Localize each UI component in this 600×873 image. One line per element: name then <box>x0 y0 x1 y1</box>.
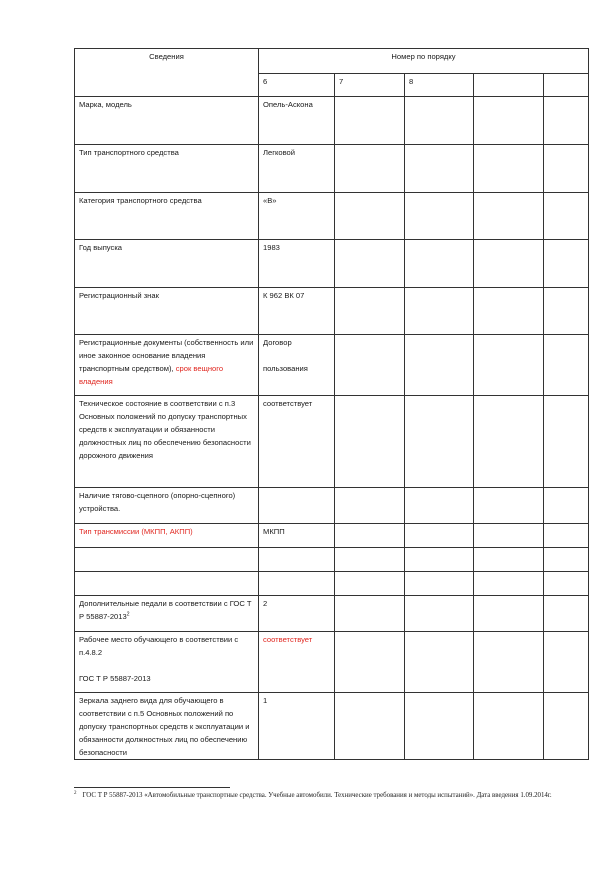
footnote-divider <box>74 787 230 788</box>
table-row <box>75 396 589 488</box>
row-label-text: Рабочее место обучающего в соответствии с п.4.8.2 <box>79 635 239 657</box>
row-value: 2 <box>259 596 335 632</box>
row-value: Легковой <box>259 145 335 193</box>
row-label-text: ГОС Т Р 55887-2013 <box>79 674 151 683</box>
row-label: Категория транспортного средства <box>75 193 259 240</box>
table-row <box>75 548 589 572</box>
number-cell: 7 <box>335 74 405 97</box>
table-row <box>75 288 589 335</box>
row-value <box>259 335 335 396</box>
row-label <box>75 572 259 596</box>
table-row <box>75 632 589 693</box>
row-label: Тип трансмиссии (МКПП, АКПП) <box>75 524 259 548</box>
footnote-text: ГОС Т Р 55887-2013 «Автомобильные транспортные средства. Учебные автомобили. Технические требования и методы испытаний». Дата введения 1.09.2014г. <box>82 792 552 799</box>
footnote-reference: 2 <box>126 611 130 618</box>
row-label <box>75 548 259 572</box>
row-value: Опель-Аскона <box>259 97 335 145</box>
number-cell: 6 <box>259 74 335 97</box>
row-label <box>75 335 259 396</box>
row-label: Регистрационный знак <box>75 288 259 335</box>
number-cell <box>474 74 544 97</box>
number-cell: 8 <box>405 74 474 97</box>
table-row <box>75 596 589 632</box>
row-value: МКПП <box>259 524 335 548</box>
table-row <box>75 524 589 548</box>
row-value: соответствует <box>259 632 335 693</box>
row-label: Зеркала заднего вида для обучающего в соответствии с п.5 Основных положений по допуску транспортных средств к эксплуатации и обязанности должностных лиц по обеспечению безопасности <box>75 693 259 760</box>
row-value: 1983 <box>259 240 335 288</box>
row-label-text: Дополнительные педали в соответствии с ГОС Т Р 55887-2013 <box>79 599 252 621</box>
row-value-line: пользования <box>263 364 308 373</box>
order-number-header: Номер по порядку <box>259 49 589 74</box>
table-row <box>75 145 589 193</box>
row-label: Тип транспортного средства <box>75 145 259 193</box>
footnote <box>74 791 586 801</box>
vehicle-info-table <box>74 48 589 760</box>
row-label-text: Регистрационные документы (собственность или иное законное основание владения транспортным средством), <box>79 338 254 373</box>
row-value: К 962 ВК 07 <box>259 288 335 335</box>
info-column-header: Сведения <box>75 49 259 97</box>
row-value-line: Договор <box>263 338 292 347</box>
row-label <box>75 632 259 693</box>
table-row <box>75 335 589 396</box>
footnote-marker: 2 <box>74 790 77 796</box>
row-label: Техническое состояние в соответствии с п.3 Основных положений по допуску транспортных средств к эксплуатации и обязанности должностных лиц по обеспечению безопасности дорожного движения <box>75 396 259 488</box>
row-value <box>259 572 335 596</box>
row-value: 1 <box>259 693 335 760</box>
row-label <box>75 596 259 632</box>
row-value: «В» <box>259 193 335 240</box>
row-value: соответствует <box>259 396 335 488</box>
table-header-row <box>75 49 589 74</box>
table-row <box>75 693 589 760</box>
table-row <box>75 240 589 288</box>
table-row <box>75 572 589 596</box>
row-label: Наличие тягово-сцепного (опорно-сцепного) устройства. <box>75 488 259 524</box>
table-row <box>75 193 589 240</box>
row-value <box>259 548 335 572</box>
row-label: Год выпуска <box>75 240 259 288</box>
row-label-highlight: срок вещного владения <box>79 364 224 386</box>
table-row <box>75 488 589 524</box>
number-cell <box>544 74 589 97</box>
row-value <box>259 488 335 524</box>
row-label: Марка, модель <box>75 97 259 145</box>
table-row <box>75 97 589 145</box>
